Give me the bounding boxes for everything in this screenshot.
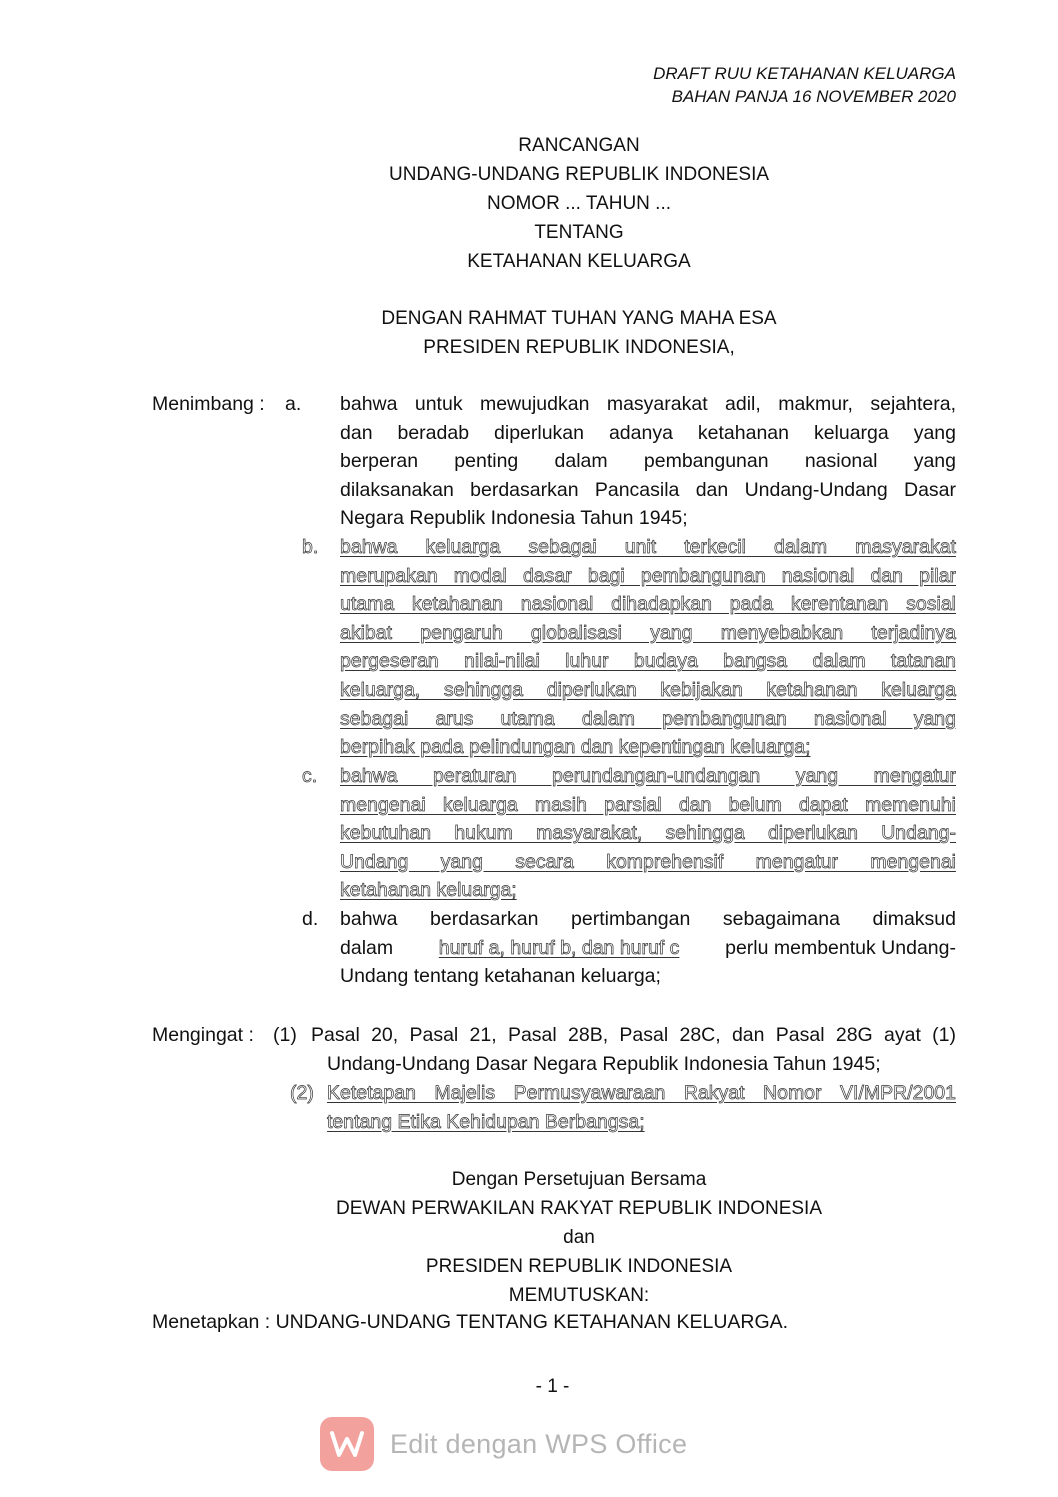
text-line: Undang-Undang Dasar Negara Republik Indonesia Tahun 1945; [327,1052,881,1075]
item-marker: b. [302,536,319,558]
text-line: tentang Etika Kehidupan Berbangsa; [327,1110,645,1133]
text-line: Ketetapan Majelis Permusyawaraan Rakyat Nomor VI/MPR/2001 [327,1082,956,1104]
item-marker: (1) [273,1024,297,1046]
consideration-c [340,762,956,905]
text-line: ketahanan keluarga; [340,879,517,902]
bill-title [50,131,1058,276]
text-fragment: dalam [340,936,394,959]
text-line: Negara Republik Indonesia Tahun 1945; [340,507,688,530]
menetapkan-line [152,1308,788,1337]
text-line: bahwa keluarga sebagai unit terkecil dalam masyarakat [340,536,956,558]
text-line: berpihak pada pelindungan dan kepentingan keluarga; [340,736,811,759]
preamble-intro [50,304,1058,362]
wps-logo-icon [320,1417,374,1471]
page-number: - 1 - [535,1376,570,1397]
closing-line: DEWAN PERWAKILAN RAKYAT REPUBLIK INDONESIA [335,1198,823,1219]
text-line: kebutuhan hukum masyarakat, sehingga diperlukan Undang- [340,822,956,845]
text-line: Pasal 20, Pasal 21, Pasal 28B, Pasal 28C, dan Pasal 28G ayat (1) [311,1024,956,1046]
text-line [340,934,956,963]
title-line: KETAHANAN KELUARGA [467,251,691,272]
watermark-text: Edit dengan WPS Office [390,1428,688,1459]
menimbang-label: Menimbang : [152,393,265,415]
draft-header-line: BAHAN PANJA 16 NOVEMBER 2020 [671,87,956,106]
text-line: berperan penting dalam pembangunan nasional yang [340,450,956,473]
item-marker: c. [302,765,318,787]
text-line: Undang yang secara komprehensif mengatur mengenai [340,850,956,873]
text-fragment: perlu membentuk Undang- [725,936,956,959]
title-line: TENTANG [534,222,624,243]
consideration-b [340,533,956,762]
text-line: akibat pengaruh globalisasi yang menyebabkan terjadinya [340,621,956,644]
menetapkan-value: UNDANG-UNDANG TENTANG KETAHANAN KELUARGA. [275,1311,789,1333]
title-line: NOMOR ... TAHUN ... [486,193,672,214]
menetapkan-label: Menetapkan : [152,1311,271,1333]
item-marker: d. [302,908,319,930]
reference-link: huruf a, huruf b, dan huruf c [438,936,680,959]
closing-line: Dengan Persetujuan Bersama [451,1169,707,1190]
intro-line: DENGAN RAHMAT TUHAN YANG MAHA ESA [381,308,777,329]
consideration-a [340,390,956,533]
basis-1 [311,1021,956,1078]
intro-line: PRESIDEN REPUBLIK INDONESIA, [423,337,735,358]
text-line: Undang tentang ketahanan keluarga; [340,965,661,988]
title-line: UNDANG-UNDANG REPUBLIK INDONESIA [388,164,770,185]
approval-block [50,1165,1058,1310]
closing-line: PRESIDEN REPUBLIK INDONESIA [425,1256,733,1277]
text-line: utama ketahanan nasional dihadapkan pada kerentanan sosial [340,593,956,616]
text-line: merupakan modal dasar bagi pembangunan nasional dan pilar [340,564,956,587]
text-line: bahwa peraturan perundangan-undangan yang mengatur [340,765,956,787]
item-marker: a. [285,393,302,415]
text-line: bahwa berdasarkan pertimbangan sebagaimana dimaksud [340,908,956,930]
text-line: dan beradab diperlukan adanya ketahanan keluarga yang [340,421,956,444]
title-line: RANCANGAN [518,135,640,156]
text-line: sebagai arus utama dalam pembangunan nasional yang [340,707,956,730]
text-line: pergeseran nilai-nilai luhur budaya bangsa dalam tatanan [340,650,956,673]
text-line: keluarga, sehingga diperlukan kebijakan ketahanan keluarga [340,678,956,701]
text-line: dilaksanakan berdasarkan Pancasila dan Undang-Undang Dasar [340,478,956,501]
item-marker: (2) [290,1082,314,1104]
wps-watermark[interactable] [320,1417,687,1471]
text-line: bahwa untuk mewujudkan masyarakat adil, makmur, sejahtera, [340,393,956,415]
draft-header-note [653,62,956,108]
consideration-d [340,905,956,991]
closing-line: dan [563,1227,595,1248]
basis-2 [327,1079,956,1136]
draft-header-line: DRAFT RUU KETAHANAN KELUARGA [653,64,956,83]
closing-line: MEMUTUSKAN: [508,1285,650,1306]
text-line: mengenai keluarga masih parsial dan belum dapat memenuhi [340,793,956,816]
mengingat-label: Mengingat : [152,1024,254,1046]
